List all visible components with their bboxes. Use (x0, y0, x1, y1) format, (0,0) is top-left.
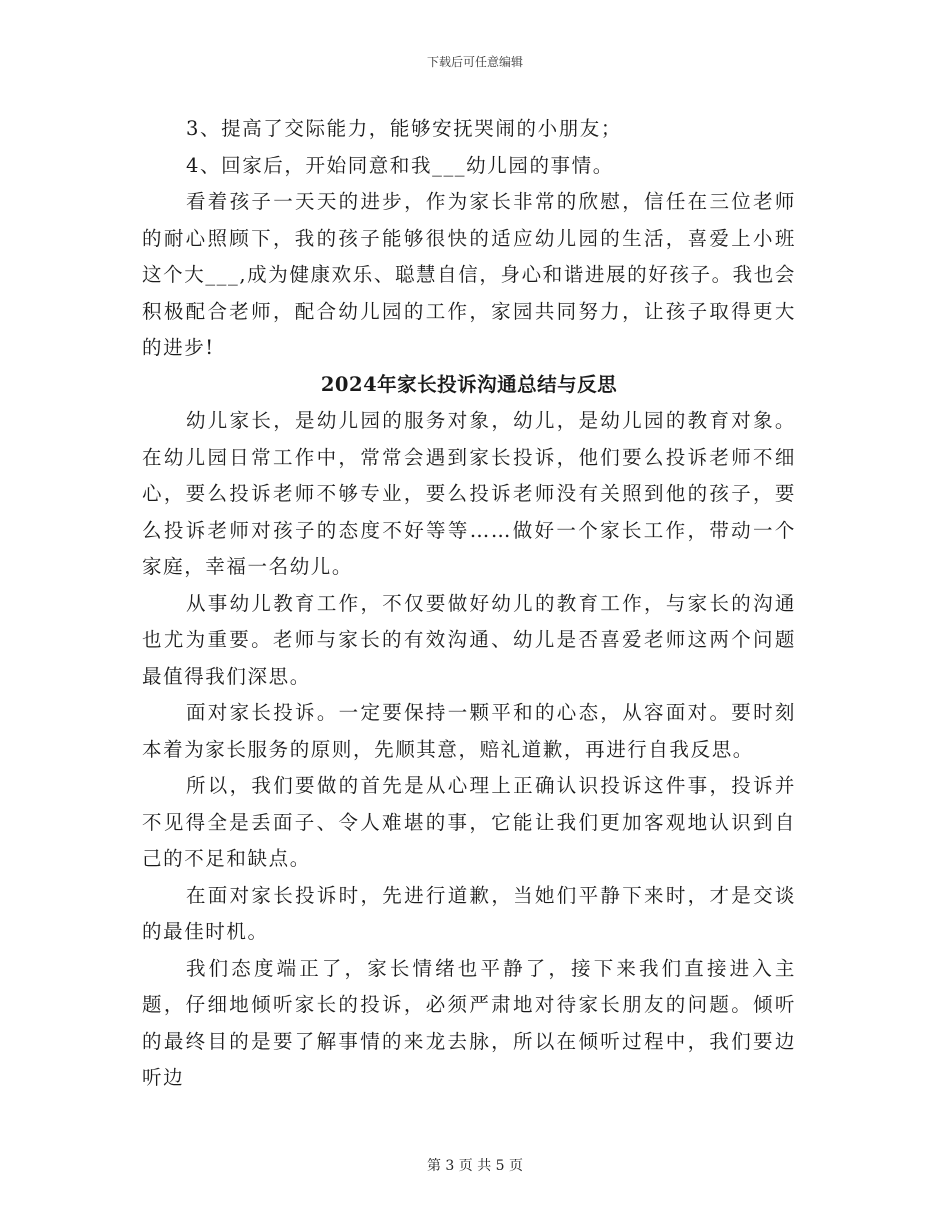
paragraph-apology: 在面对家长投诉时，先进行道歉，当她们平静下来时，才是交谈的最佳时机。 (142, 883, 796, 943)
paragraph-communication: 从事幼儿教育工作，不仅要做好幼儿的教育工作，与家长的沟通也尤为重要。老师与家长的有效沟通、幼儿是否喜爱老师这两个问题最值得我们深思。 (142, 591, 796, 688)
header-note: 下载后可任意编辑 (426, 55, 523, 69)
section-title: 2024年家长投诉沟通总结与反思 (320, 372, 618, 396)
list-item-4: 4、回家后，开始同意和我___幼儿园的事情。 (186, 153, 614, 177)
page-number: 第 3 页 共 5 页 (426, 1158, 524, 1174)
paragraph-progress: 看着孩子一天天的进步，作为家长非常的欣慰，信任在三位老师的耐心照顾下，我的孩子能够很快的适应幼儿园的生活，喜爱上小班这个大___,成为健康欢乐、聪慧自信，身心和谐进展的好孩子。我也会积极配合老师，配合幼儿园的工作，家园共同努力，让孩子取得更大的进步! (142, 190, 796, 359)
list-item-3: 3、提高了交际能力，能够安抚哭闹的小朋友； (186, 117, 623, 140)
document-body (142, 111, 796, 1097)
paragraph-recognition: 所以，我们要做的首先是从心理上正确认识投诉这件事，投诉并不见得全是丢面子、令人难堪的事，它能让我们更加客观地认识到自己的不足和缺点。 (142, 774, 796, 870)
paragraph-listening: 我们态度端正了，家长情绪也平静了，接下来我们直接进入主题，仔细地倾听家长的投诉，必须严肃地对待家长朋友的问题。倾听的最终目的是要了解事情的来龙去脉，所以在倾听过程中，我们要边听边 (142, 956, 796, 1089)
paragraph-attitude: 面对家长投诉。一定要保持一颗平和的心态，从容面对。要时刻本着为家长服务的原则，先顺其意，赔礼道歉，再进行自我反思。 (142, 701, 796, 761)
paragraph-intro: 幼儿家长，是幼儿园的服务对象，幼儿，是幼儿园的教育对象。在幼儿园日常工作中，常常会遇到家长投诉，他们要么投诉老师不细心，要么投诉老师不够专业，要么投诉老师没有关照到他的孩子，要么投诉老师对孩子的态度不好等等……做好一个家长工作，带动一个家庭，幸福一名幼儿。 (142, 409, 796, 578)
